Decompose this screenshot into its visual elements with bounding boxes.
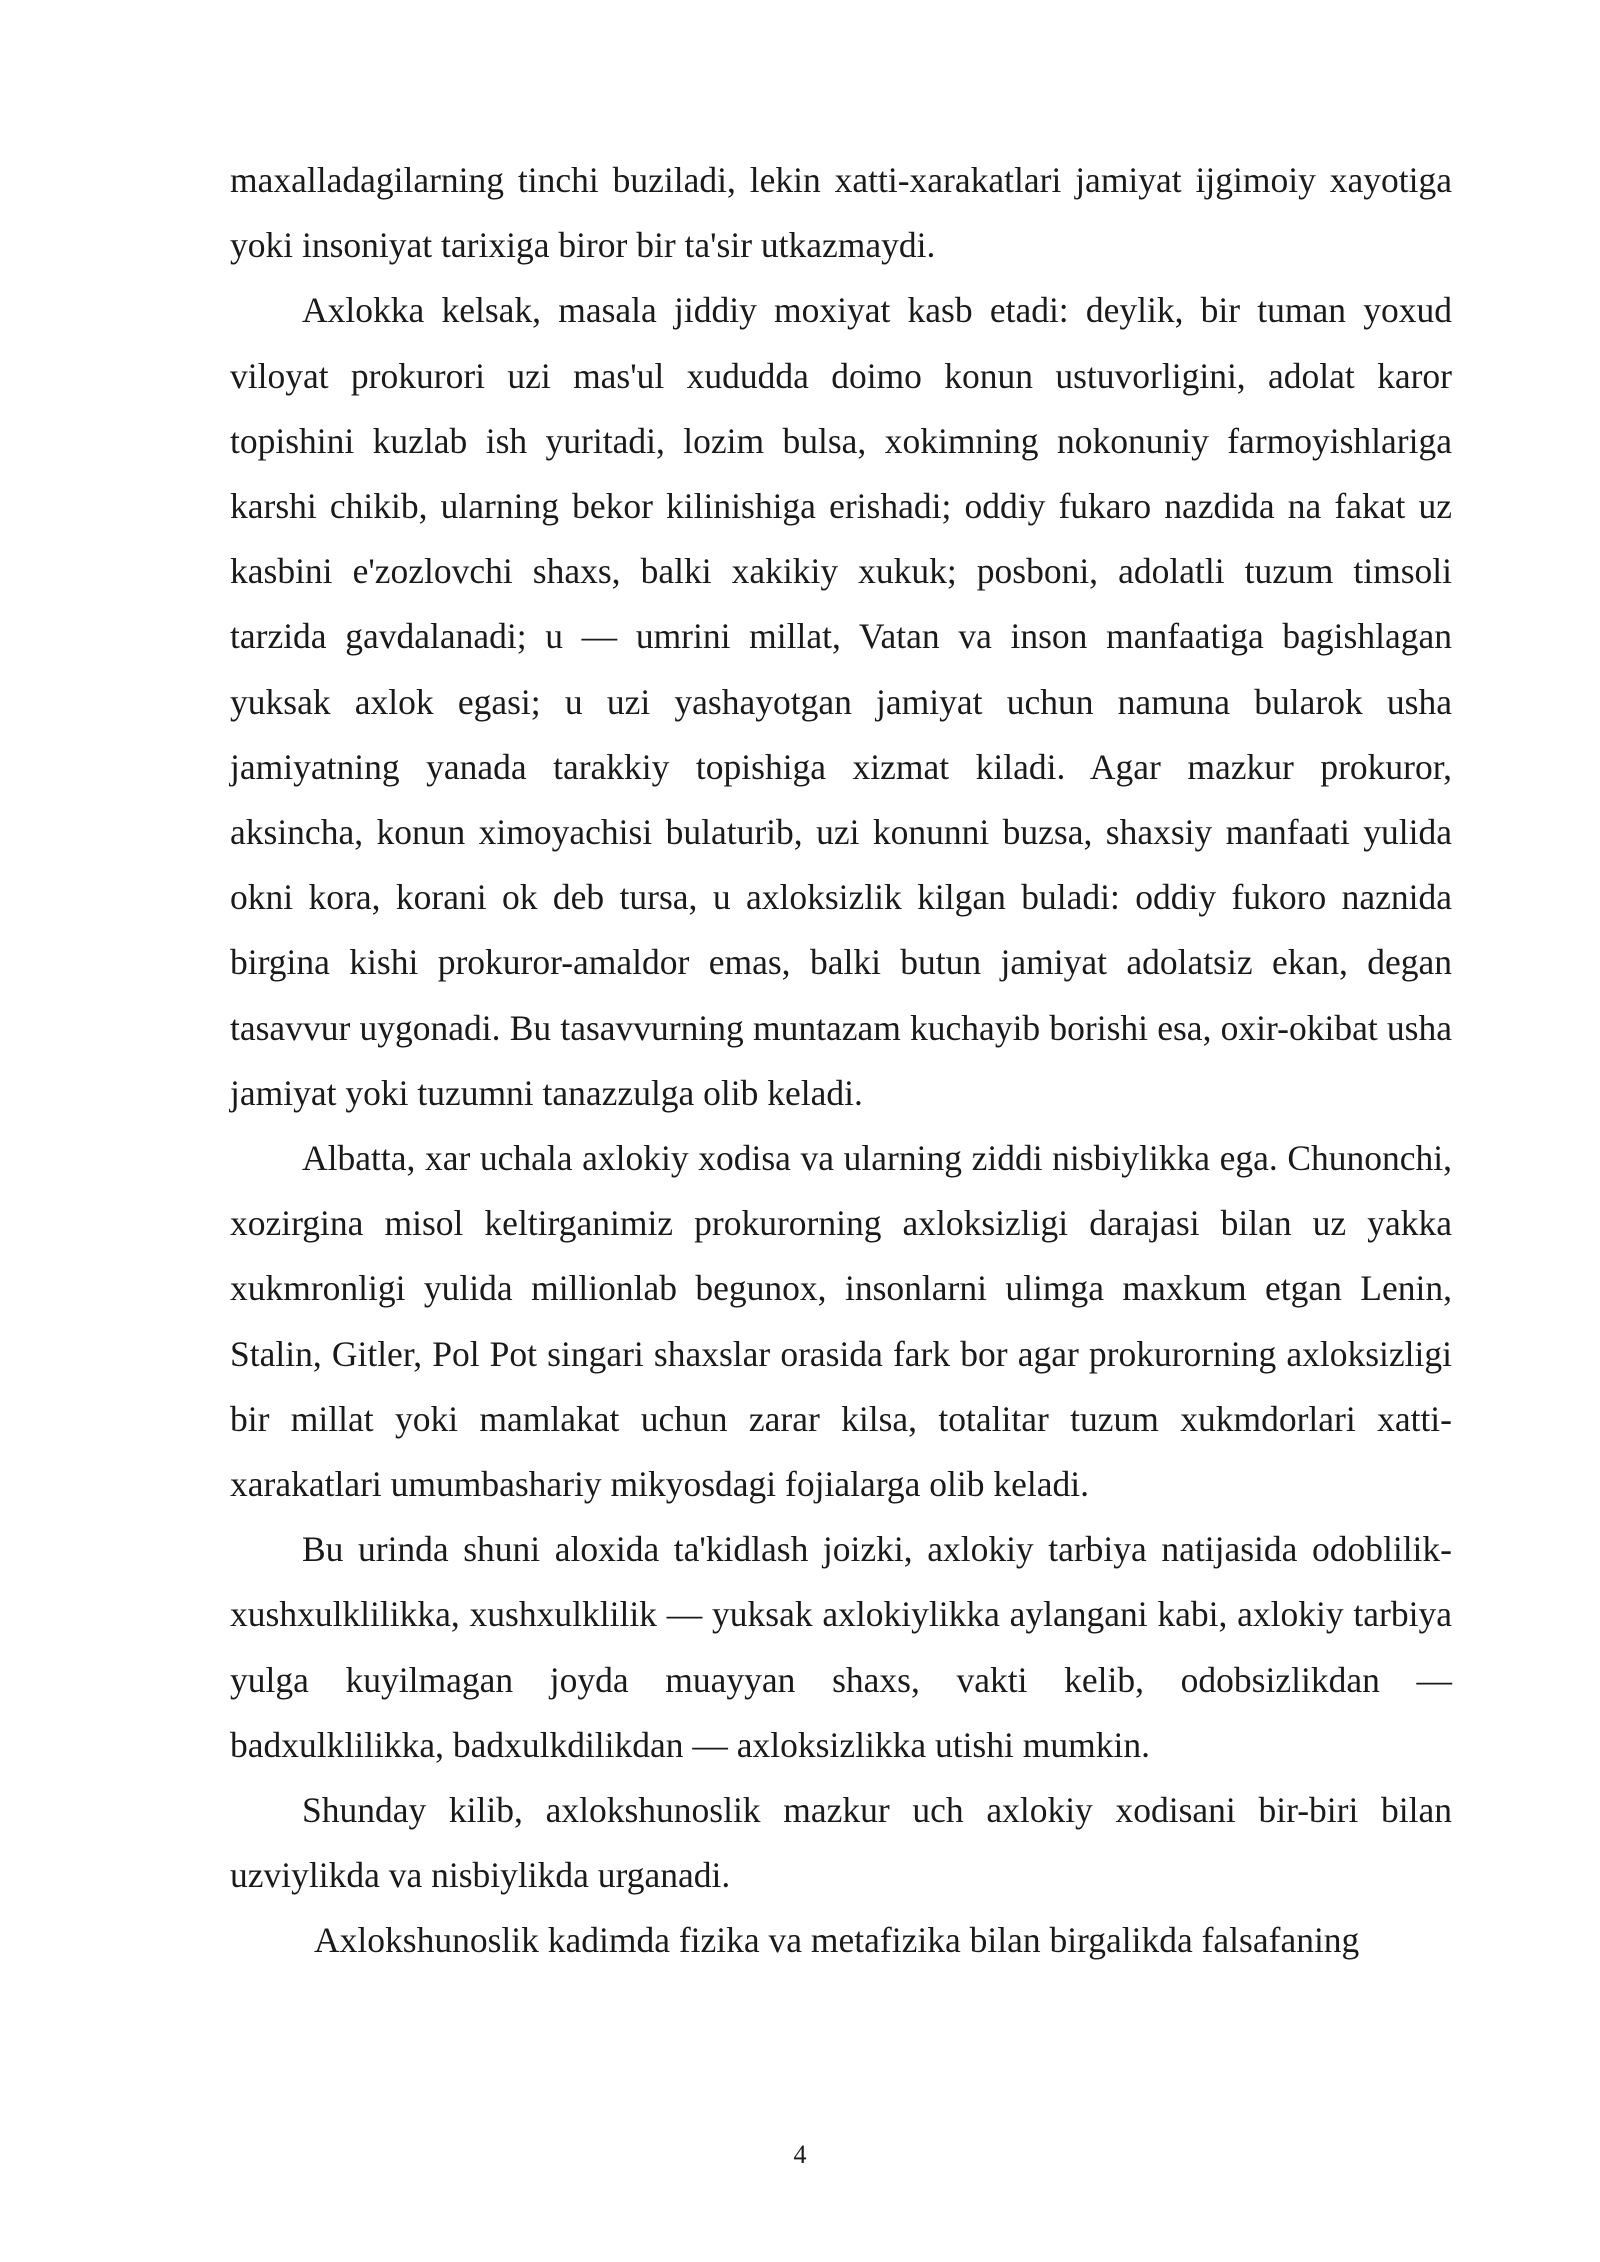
body-text	[230, 148, 1452, 1974]
paragraph-moral-education: Bu urinda shuni aloxida ta'kidlash joizki, axlokiy tarbiya natijasida odoblilik-xushxulklilikka, xushxulklilik — yuksak axlokiylikka aylangani kabi, axlokiy tarbiya yulga kuyilmagan joyda muayyan shaxs, vakti kelib, odobsizlikdan — badxulklilikka, badxulkdilikdan — axloksizlikka utishi mumkin.	[230, 1529, 1452, 1765]
paragraph-conclusion: Shunday kilib, axlokshunoslik mazkur uch axlokiy xodisani bir-biri bilan uzviylikda va nisbiylikda urganadi.	[230, 1790, 1452, 1896]
paragraph-continuation: maxalladagilarning tinchi buziladi, lekin xatti-xarakatlari jamiyat ijgimoiy xayotiga yoki insoniyat tarixiga biror bir ta'sir utkazmaydi.	[230, 160, 1452, 266]
paragraph-ethics-history: Axlokshunoslik kadimda fizika va metafizika bilan birgalikda falsafaning	[314, 1920, 1360, 1961]
paragraph-relativity: Albatta, xar uchala axlokiy xodisa va ularning ziddi nisbiylikka ega. Chunonchi, xozirgina misol keltirganimiz prokurorning axloksizligi darajasi bilan uz yakka xukmronligi yulida millionlab begunox, insonlarni ulimga maxkum etgan Lenin, Stalin, Gitler, Pol Pot singari shaxslar orasida fark bor agar prokurorning axloksizligi bir millat yoki mamlakat uchun zarar kilsa, totalitar tuzum xukmdorlari xatti-xarakatlari umumbashariy mikyosdagi fojialarga olib keladi.	[230, 1138, 1452, 1505]
paragraph-prosecutor-example: Axlokka kelsak, masala jiddiy moxiyat kasb etadi: deylik, bir tuman yoxud viloyat prokurori uzi mas'ul xududda doimo konun ustuvorligini, adolat karor topishini kuzlab ish yuritadi, lozim bulsa, xokimning nokonuniy farmoyishlariga karshi chikib, ularning bekor kilinishiga erishadi; oddiy fukaro nazdida na fakat uz kasbini e'zozlovchi shaxs, balki xakikiy xukuk; posboni, adolatli tuzum timsoli tarzida gavdalanadi; u — umrini millat, Vatan va inson manfaatiga bagishlagan yuksak axlok egasi; u uzi yashayotgan jamiyat uchun namuna bularok usha jamiyatning yanada tarakkiy topishiga xizmat kiladi. Agar mazkur prokuror, aksincha, konun ximoyachisi bulaturib, uzi konunni buzsa, shaxsiy manfaati yulida okni kora, korani ok deb tursa, u axloksizlik kilgan buladi: oddiy fukoro naznida birgina kishi prokuror-amaldor emas, balki butun jamiyat adolatsiz ekan, degan tasavvur uygonadi. Bu tasavvurning muntazam kuchayib borishi esa, oxir-okibat usha jamiyat yoki tuzumni tanazzulga olib keladi.	[230, 290, 1452, 1113]
page-number: 4	[793, 2140, 807, 2169]
